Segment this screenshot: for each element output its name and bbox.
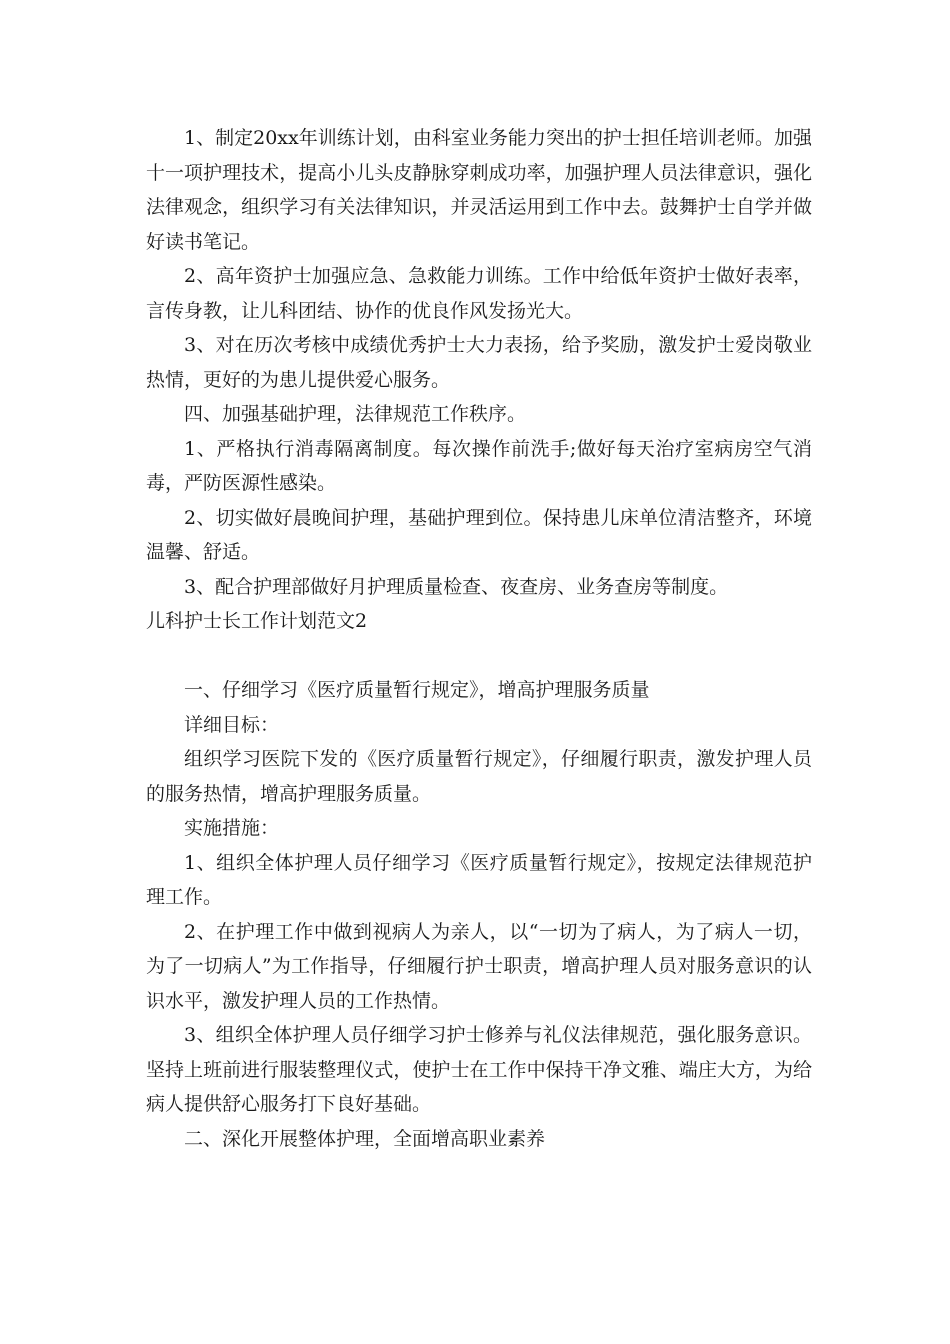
paragraph-goal-body: 组织学习医院下发的《医疗质量暂行规定》，仔细履行职责，激发护理人员的服务热情，增高护理服务质量。: [146, 748, 812, 805]
paragraph-quality-check: 3、配合护理部做好月护理质量检查、夜查房、业务查房等制度。: [184, 575, 729, 598]
paragraph-study-regulations-heading: 一、仔细学习《医疗质量暂行规定》，增高护理服务质量: [184, 679, 650, 701]
section-title: 儿科护士长工作计划范文2: [146, 610, 368, 632]
paragraph-measure-3: 3、组织全体护理人员仔细学习护士修养与礼仪法律规范，强化服务意识。坚持上班前进行服装整理仪式，使护士在工作中保持干净文雅、端庄大方，为给病人提供舒心服务打下良好基础。: [146, 1024, 812, 1115]
paragraph-goal-label: 详细目标：: [184, 713, 280, 736]
paragraph-section-two-heading: 二、深化开展整体护理，全面增高职业素养: [184, 1127, 546, 1150]
paragraph-disinfection: 1、严格执行消毒隔离制度。每次操作前洗手;做好每天治疗室病房空气消毒，严防医源性感染。: [146, 437, 812, 494]
paragraph-section-four-heading: 四、加强基础护理，法律规范工作秩序。: [184, 403, 527, 425]
blank-line: [146, 639, 812, 674]
paragraph-morning-evening-care: 2、切实做好晨晚间护理，基础护理到位。保持患儿床单位清洁整齐，环境温馨、舒适。: [146, 506, 812, 563]
paragraph-assessment-rewards: 3、对在历次考核中成绩优秀护士大力表扬，给予奖励，激发护士爱岗敬业热情，更好的为患儿提供爱心服务。: [146, 334, 812, 391]
paragraph-measure-2: 2、在护理工作中做到视病人为亲人，以“一切为了病人，为了病人一切，为了一切病人”为工作指导，仔细履行护士职责，增高护理人员对服务意识的认识水平，激发护理人员的工作热情。: [146, 920, 812, 1012]
paragraph-measure-1: 1、组织全体护理人员仔细学习《医疗质量暂行规定》，按规定法律规范护理工作。: [146, 851, 812, 908]
document-page: [146, 121, 812, 1156]
paragraph-senior-nurses: 2、高年资护士加强应急、急救能力训练。工作中给低年资护士做好表率，言传身教，让儿科团结、协作的优良作风发扬光大。: [146, 265, 812, 322]
paragraph-measures-label: 实施措施：: [184, 817, 280, 839]
paragraph-training-plan: 1、制定20xx年训练计划，由科室业务能力突出的护士担任培训老师。加强十一项护理技术，提高小儿头皮静脉穿刺成功率，加强护理人员法律意识，强化法律观念，组织学习有关法律知识，并灵活运用到工作中去。鼓舞护士自学并做好读书笔记。: [146, 127, 812, 253]
